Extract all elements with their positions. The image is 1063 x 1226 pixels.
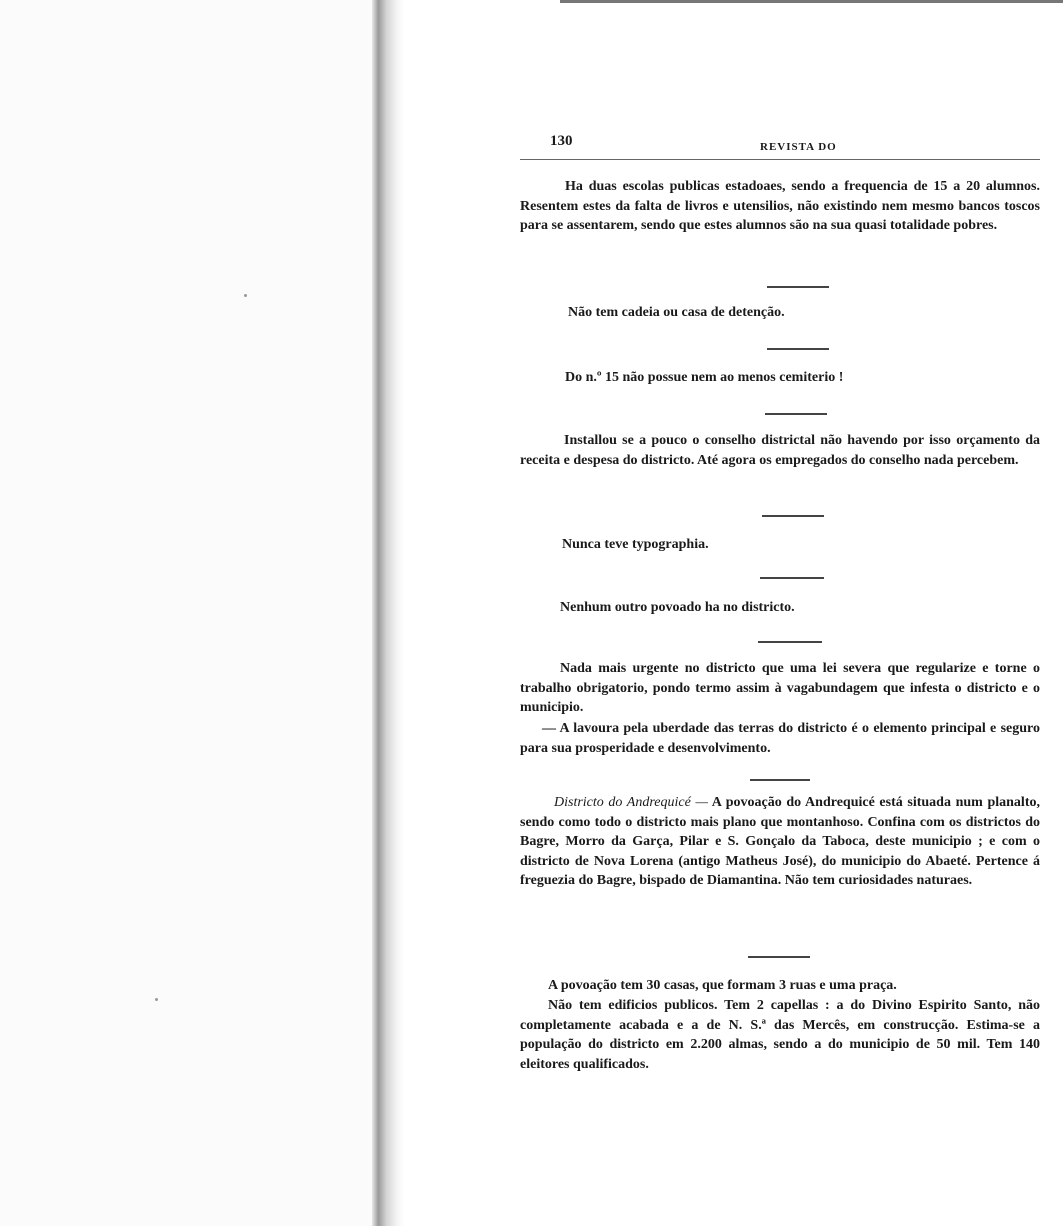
- paragraph-council: Installou se a pouco o conselho districtal não havendo por isso orçamento da receita e despesa do districto. Até agora os empregados do conselho nada percebem.: [520, 433, 1040, 468]
- page-number: 130: [550, 133, 573, 149]
- separator-rule: [765, 413, 827, 415]
- page-header: [520, 125, 1040, 160]
- paragraph-farming: — A lavoura pela uberdade das terras do districto é o elemento principal e seguro para sua prosperidade e desenvolvimento.: [520, 721, 1040, 756]
- running-title: REVISTA DO: [760, 141, 837, 153]
- paragraph-andrequice-text: A povoação do Andrequicé está situada num planalto, sendo como todo o districto mais plano que montanhoso. Confina com os districtos do Bagre, Morro da Garça, Pilar e S. Gonçalo da Taboca, deste municipio ; e com o districto de Nova Lorena (antigo Matheus José), do municipio do Abaeté. Pertence á freguezia do Bagre, bispado de Diamantina. Não tem curiosidades naturaes.: [520, 795, 1040, 888]
- page-top-edge: [560, 0, 1063, 3]
- scan-speck: [244, 294, 247, 297]
- book-page: [520, 125, 1040, 1072]
- section-heading: Districto do Andrequicé —: [554, 795, 708, 810]
- separator-rule: [748, 956, 810, 958]
- paragraph-settlements: Nenhum outro povoado ha no districto.: [560, 600, 795, 615]
- book-gutter: [372, 0, 404, 1226]
- separator-rule: [750, 779, 810, 781]
- paragraph-andrequice: [520, 793, 1040, 891]
- separator-rule: [758, 641, 822, 643]
- separator-rule: [767, 286, 829, 288]
- paragraph-schools: Ha duas escolas publicas estadoaes, sendo a frequencia de 15 a 20 alumnos. Resentem estes da falta de livros e utensilios, não existindo nem mesmo bancos toscos para se assentarem, sendo que estes alumnos são na sua quasi totalidade pobres.: [520, 179, 1040, 233]
- separator-rule: [760, 577, 824, 579]
- paragraph-cemetery: Do n.º 15 não possue nem ao menos cemiterio !: [565, 370, 844, 385]
- scan-speck: [155, 998, 158, 1001]
- separator-rule: [767, 348, 829, 350]
- paragraph-labour-law: Nada mais urgente no districto que uma lei severa que regularize e torne o trabalho obrigatorio, pondo termo assim à vagabundagem que infesta o districto e o municipio.: [520, 661, 1040, 715]
- paragraph-buildings: Não tem edificios publicos. Tem 2 capellas : a do Divino Espirito Santo, não completamente acabada e a de N. S.ª das Mercês, em construcção. Estima-se a população do districto em 2.200 almas, sendo a do municipio de 50 mil. Tem 140 eleitores qualificados.: [520, 998, 1040, 1072]
- blank-left-page: [0, 0, 372, 1226]
- paragraph-jail: Não tem cadeia ou casa de detenção.: [568, 305, 785, 320]
- paragraph-houses: A povoação tem 30 casas, que formam 3 ruas e uma praça.: [548, 978, 897, 993]
- separator-rule: [762, 515, 824, 517]
- paragraph-typography: Nunca teve typographia.: [562, 537, 709, 552]
